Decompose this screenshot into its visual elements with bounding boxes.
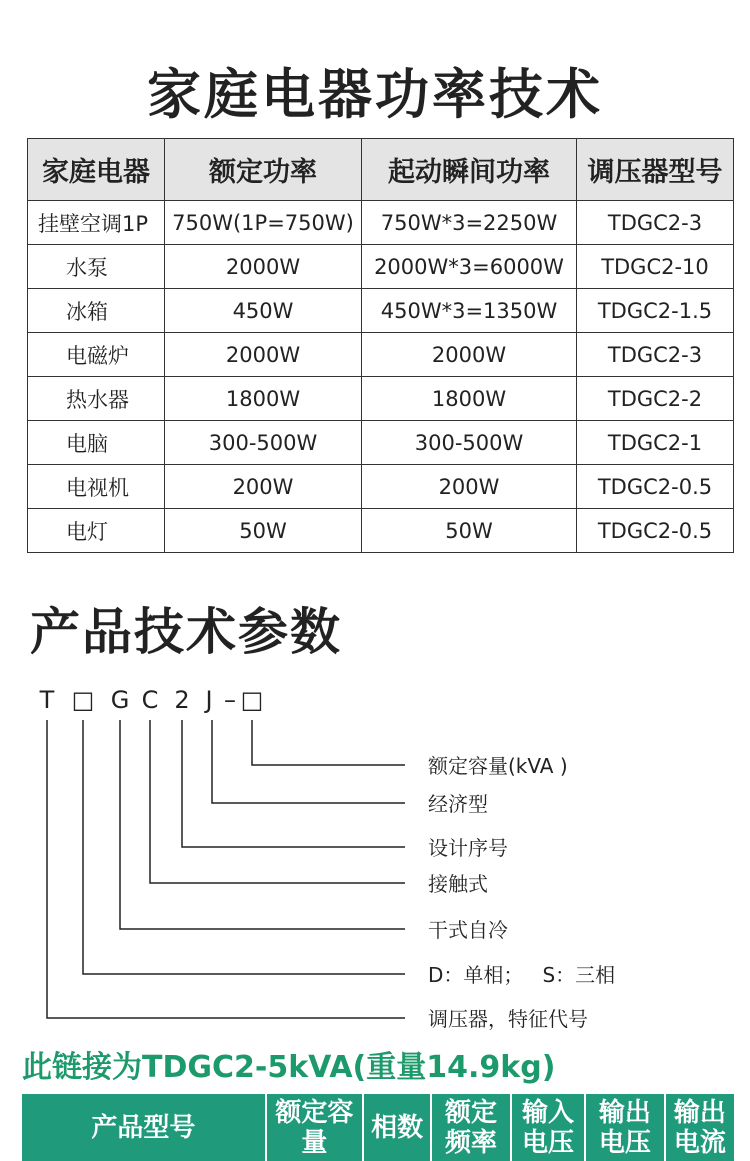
startup-power: 300-500W [362, 421, 577, 465]
code-char: □ [71, 686, 95, 714]
startup-power: 1800W [362, 377, 577, 421]
appliance-name: 热水器 [28, 377, 165, 421]
code-desc: D：单相； S：三相 [428, 963, 616, 987]
appliance-name: 电视机 [28, 465, 165, 509]
spec-header-phase: 相数 [362, 1094, 430, 1161]
startup-power: 2000W*3=6000W [362, 245, 577, 289]
rated-power: 200W [165, 465, 362, 509]
code-char: C [141, 686, 159, 714]
spec-header-model: 产品型号 [91, 1112, 196, 1143]
regulator-model: TDGC2-10 [577, 245, 734, 289]
code-char: – [224, 686, 236, 714]
table-row [28, 377, 734, 421]
code-char: T [39, 686, 55, 714]
code-desc: 干式自冷 [428, 918, 508, 942]
code-desc: 接触式 [428, 872, 488, 896]
rated-power: 450W [165, 289, 362, 333]
regulator-model: TDGC2-0.5 [577, 509, 734, 553]
appliance-name: 电脑 [28, 421, 165, 465]
code-desc: 额定容量(kVA ) [428, 754, 568, 778]
table-header-row [28, 139, 734, 201]
spec-header-output-current: 输出电流 [664, 1094, 734, 1161]
startup-power: 50W [362, 509, 577, 553]
rated-power: 750W(1P=750W) [165, 201, 362, 245]
leader-line [212, 720, 405, 803]
code-desc: 设计序号 [428, 836, 508, 860]
code-char: J [205, 686, 213, 714]
regulator-model: TDGC2-0.5 [577, 465, 734, 509]
model-code-diagram [0, 680, 750, 1030]
code-char: □ [240, 686, 264, 714]
code-char: G [110, 686, 130, 714]
leader-line [182, 720, 405, 847]
leader-line [120, 720, 405, 929]
appliance-name: 挂壁空调1P [28, 201, 165, 245]
header-appliance: 家庭电器 [28, 139, 165, 201]
link-subtitle: 此链接为TDGC2-5kVA(重量14.9kg) [22, 1050, 556, 1085]
rated-power: 2000W [165, 245, 362, 289]
regulator-model: TDGC2-1 [577, 421, 734, 465]
rated-power: 300-500W [165, 421, 362, 465]
table-row [28, 509, 734, 553]
rated-power: 2000W [165, 333, 362, 377]
header-regulator-model: 调压器型号 [577, 139, 734, 201]
regulator-model: TDGC2-3 [577, 333, 734, 377]
table-row [28, 421, 734, 465]
rated-power: 50W [165, 509, 362, 553]
params-title: 产品技术参数 [30, 603, 342, 661]
regulator-model: TDGC2-1.5 [577, 289, 734, 333]
appliance-name: 电灯 [28, 509, 165, 553]
startup-power: 750W*3=2250W [362, 201, 577, 245]
startup-power: 200W [362, 465, 577, 509]
startup-power: 2000W [362, 333, 577, 377]
leader-line [150, 720, 405, 883]
table-row [28, 245, 734, 289]
appliance-name: 水泵 [28, 245, 165, 289]
header-rated-power: 额定功率 [165, 139, 362, 201]
code-char: 2 [174, 686, 190, 714]
spec-header-frequency: 额定频率 [430, 1094, 510, 1161]
appliance-name: 电磁炉 [28, 333, 165, 377]
startup-power: 450W*3=1350W [362, 289, 577, 333]
spec-header-output-voltage: 输出电压 [584, 1094, 664, 1161]
code-desc: 经济型 [428, 792, 488, 816]
code-desc: 调压器，特征代号 [428, 1007, 588, 1030]
power-title: 家庭电器功率技术 [147, 63, 603, 126]
table-row [28, 201, 734, 245]
table-row [28, 465, 734, 509]
appliance-name: 冰箱 [28, 289, 165, 333]
rated-power: 1800W [165, 377, 362, 421]
spec-header-capacity: 额定容量 [265, 1094, 362, 1161]
appliance-power-table [27, 138, 734, 553]
regulator-model: TDGC2-2 [577, 377, 734, 421]
table-row [28, 333, 734, 377]
header-startup-power: 起动瞬间功率 [362, 139, 577, 201]
table-row [28, 289, 734, 333]
leader-line [252, 720, 405, 765]
regulator-model: TDGC2-3 [577, 201, 734, 245]
spec-table-header [22, 1094, 734, 1161]
spec-header-input-voltage: 输入电压 [510, 1094, 584, 1161]
